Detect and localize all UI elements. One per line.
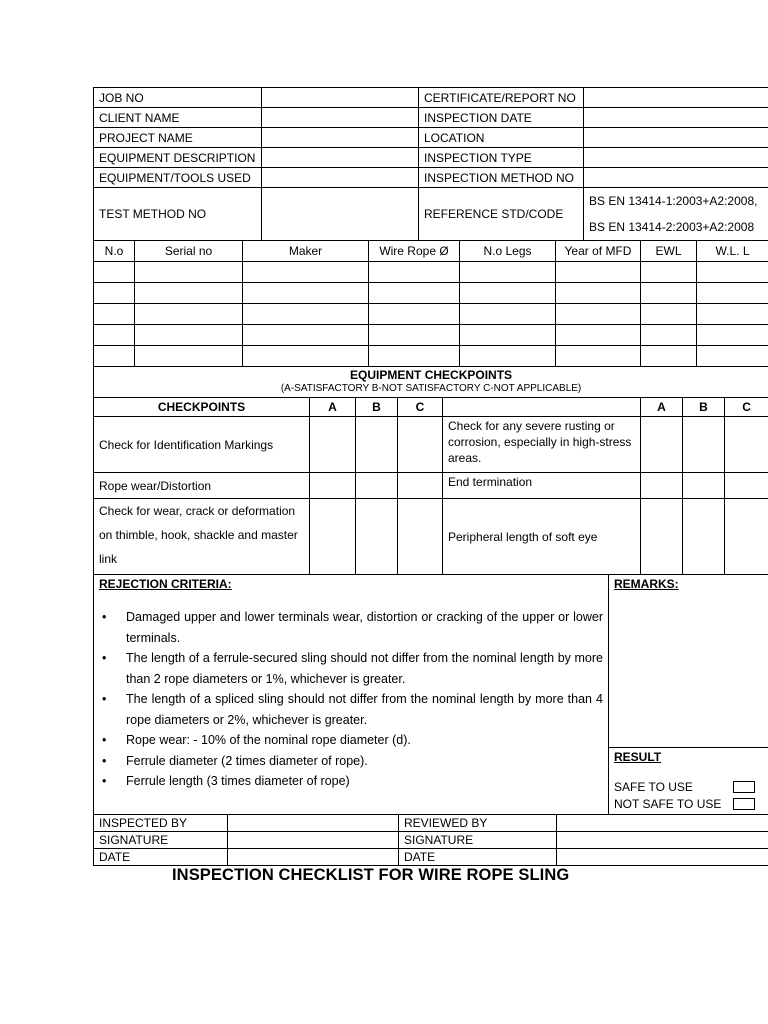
test-method-field[interactable] <box>262 188 419 241</box>
signature-label: SIGNATURE <box>399 832 557 849</box>
location-label: LOCATION <box>419 128 584 148</box>
job-no-field[interactable] <box>262 88 419 108</box>
checkpoints-table <box>93 366 768 575</box>
job-no-label: JOB NO <box>94 88 262 108</box>
date-field[interactable] <box>228 849 399 866</box>
checkpoint-label: Rope wear/Distortion <box>94 473 310 499</box>
col-wire-rope: Wire Rope Ø <box>369 241 460 262</box>
signature-label: SIGNATURE <box>94 832 228 849</box>
rejection-criteria-cell <box>94 575 609 815</box>
header-row <box>94 88 768 108</box>
inspection-form <box>93 87 768 866</box>
project-name-label: PROJECT NAME <box>94 128 262 148</box>
result-not-safe <box>614 795 763 812</box>
checkpoint-label: Peripheral length of soft eye <box>443 499 641 575</box>
col-c-right: C <box>725 398 768 417</box>
signoff-row <box>94 849 768 866</box>
checkpoints-title-cell <box>94 367 768 398</box>
bullet-icon: • <box>102 692 107 706</box>
header-row <box>94 108 768 128</box>
table-row <box>94 304 768 325</box>
checkpoint-label: End termination <box>443 473 641 499</box>
header-row <box>94 128 768 148</box>
col-a-left: A <box>310 398 356 417</box>
certificate-field[interactable] <box>584 88 768 108</box>
signoff-table <box>93 814 768 866</box>
safe-label: SAFE TO USE <box>614 779 693 794</box>
col-c-left: C <box>398 398 443 417</box>
inspection-type-field[interactable] <box>584 148 768 168</box>
reviewed-by-field[interactable] <box>557 815 768 832</box>
equipment-description-label: EQUIPMENT DESCRIPTION <box>94 148 262 168</box>
equipment-table <box>93 240 768 367</box>
bullet-icon: • <box>102 651 107 665</box>
remarks-title: REMARKS: <box>614 577 679 591</box>
equipment-header-row <box>94 241 768 262</box>
col-legs: N.o Legs <box>460 241 556 262</box>
col-maker: Maker <box>243 241 369 262</box>
bullet-icon: • <box>102 774 107 788</box>
col-b-right: B <box>683 398 725 417</box>
rejection-table <box>93 574 768 815</box>
not-safe-label: NOT SAFE TO USE <box>614 796 722 811</box>
header-row <box>94 188 768 241</box>
rejection-list <box>99 607 603 792</box>
inspection-date-label: INSPECTION DATE <box>419 108 584 128</box>
date-label: DATE <box>94 849 228 866</box>
checkpoint-label: Check for Identification Markings <box>94 417 310 473</box>
signoff-row <box>94 832 768 849</box>
rejection-title: REJECTION CRITERIA: <box>99 577 232 591</box>
col-no: N.o <box>94 241 135 262</box>
list-item: • Damaged upper and lower terminals wear, distortion or cracking of the upper or lower terminals. <box>99 607 603 648</box>
bullet-icon: • <box>102 753 107 768</box>
reviewed-by-label: REVIEWED BY <box>399 815 557 832</box>
document-title: INSPECTION CHECKLIST FOR WIRE ROPE SLING <box>172 866 570 884</box>
col-year: Year of MFD <box>556 241 641 262</box>
certificate-label: CERTIFICATE/REPORT NO <box>419 88 584 108</box>
inspected-by-field[interactable] <box>228 815 399 832</box>
result-safe <box>614 778 763 795</box>
client-name-label: CLIENT NAME <box>94 108 262 128</box>
inspected-by-label: INSPECTED BY <box>94 815 228 832</box>
header-row <box>94 148 768 168</box>
list-item: • Rope wear: - 10% of the nominal rope diameter (d). <box>99 730 603 751</box>
safe-checkbox[interactable] <box>733 781 755 793</box>
col-serial: Serial no <box>135 241 243 262</box>
checkpoint-row <box>94 417 768 473</box>
test-method-label: TEST METHOD NO <box>94 188 262 241</box>
list-item: • The length of a ferrule-secured sling should not differ from the nominal length by more than 2 rope diameters or 1%, whichever is greater. <box>99 648 603 689</box>
checkpoints-col-label: CHECKPOINTS <box>94 398 310 417</box>
col-b-left: B <box>356 398 398 417</box>
date-label: DATE <box>399 849 557 866</box>
table-row <box>94 283 768 304</box>
reference-std-value <box>584 188 768 241</box>
checkpoint-label: Check for any severe rusting or corrosion, especially in high-stress areas. <box>443 417 641 473</box>
equipment-description-field[interactable] <box>262 148 419 168</box>
equipment-tools-label: EQUIPMENT/TOOLS USED <box>94 168 262 188</box>
header-info-table <box>93 87 768 241</box>
checkpoints-subtitle: (A-SATISFACTORY B-NOT SATISFACTORY C-NOT APPLICABLE) <box>280 383 582 394</box>
table-row <box>94 325 768 346</box>
checkpoints-header-row <box>94 398 768 417</box>
signature-field[interactable] <box>557 832 768 849</box>
list-item: • Ferrule diameter (2 times diameter of rope). <box>99 751 603 772</box>
col-ewl: EWL <box>641 241 697 262</box>
inspection-method-field[interactable] <box>584 168 768 188</box>
reference-line-2: BS EN 13414-2:2003+A2:2008 <box>589 220 755 234</box>
checkpoints-col-blank <box>443 398 641 417</box>
remarks-cell[interactable] <box>609 575 768 748</box>
reference-line-1: BS EN 13414-1:2003+A2:2008, <box>589 194 758 208</box>
location-field[interactable] <box>584 128 768 148</box>
table-row <box>94 262 768 283</box>
table-row <box>94 346 768 367</box>
reference-std-label: REFERENCE STD/CODE <box>419 188 584 241</box>
result-cell <box>609 748 768 815</box>
signoff-row <box>94 815 768 832</box>
signature-field[interactable] <box>228 832 399 849</box>
inspection-date-field[interactable] <box>584 108 768 128</box>
inspection-method-label: INSPECTION METHOD NO <box>419 168 584 188</box>
checkpoint-row <box>94 473 768 499</box>
list-item: • The length of a spliced sling should not differ from the nominal length by more than 4 rope diameters or 2%, whichever is greater. <box>99 689 603 730</box>
equipment-tools-field[interactable] <box>262 168 419 188</box>
checkpoint-row <box>94 499 768 575</box>
checkpoint-label: Check for wear, crack or deformation on thimble, hook, shackle and master link <box>94 499 310 575</box>
col-a-right: A <box>641 398 683 417</box>
list-item: • Ferrule length (3 times diameter of rope) <box>99 771 603 792</box>
bullet-icon: • <box>102 733 107 747</box>
date-field[interactable] <box>557 849 768 866</box>
checkpoints-title: EQUIPMENT CHECKPOINTS <box>350 368 513 382</box>
client-name-field[interactable] <box>262 108 419 128</box>
result-title: RESULT <box>614 750 662 764</box>
header-row <box>94 168 768 188</box>
not-safe-checkbox[interactable] <box>733 798 755 810</box>
inspection-type-label: INSPECTION TYPE <box>419 148 584 168</box>
project-name-field[interactable] <box>262 128 419 148</box>
col-wll: W.L. L <box>697 241 768 262</box>
bullet-icon: • <box>102 610 107 624</box>
